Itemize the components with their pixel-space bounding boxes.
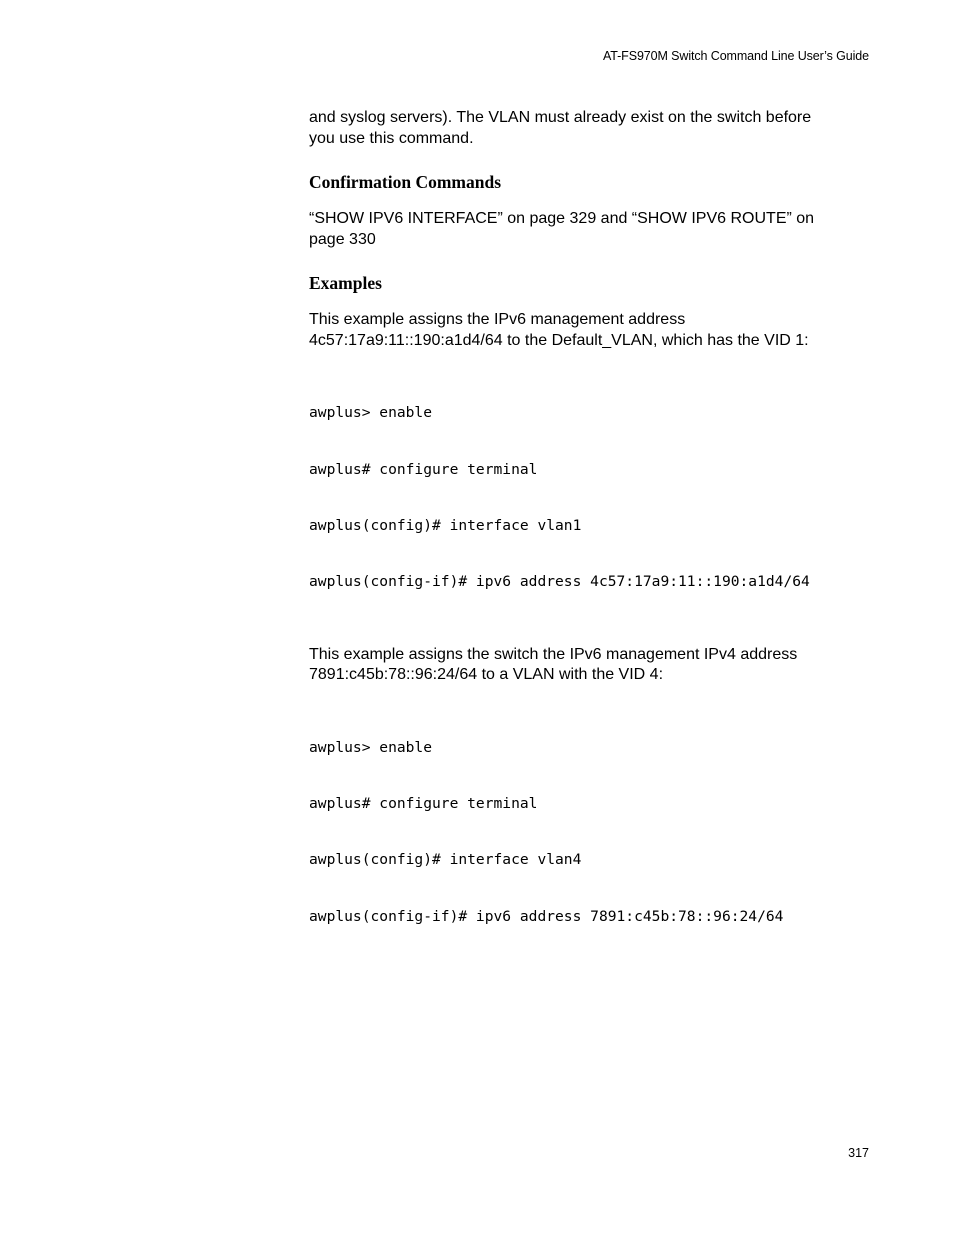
confirmation-commands-text: “SHOW IPV6 INTERFACE” on page 329 and “SHOW IPV6 ROUTE” on page 330 <box>309 210 815 248</box>
example-2-description: This example assigns the switch the IPv6 management IPv4 address 7891:c45b:78::96:24/64 to a VLAN with the VID 4: <box>309 645 798 684</box>
intro-paragraph: and syslog servers). The VLAN must already exist on the switch before you use this command. <box>309 109 812 147</box>
example-1-code-block <box>309 367 869 629</box>
running-header: AT-FS970M Switch Command Line User’s Guide <box>602 49 869 63</box>
code-line: awplus# configure terminal <box>309 795 538 813</box>
code-line: awplus> enable <box>309 404 433 422</box>
examples-heading: Examples <box>309 273 382 293</box>
code-line: awplus(config)# interface vlan1 <box>309 516 582 534</box>
example-1-description: This example assigns the IPv6 management address 4c57:17a9:11::190:a1d4/64 to the Default_VLAN, which has the VID 1: <box>309 311 809 349</box>
code-line: awplus# configure terminal <box>309 460 538 478</box>
code-line: awplus(config-if)# ipv6 address 7891:c45b:78::96:24/64 <box>309 907 784 925</box>
example-2-code-block <box>309 702 869 964</box>
page-number: 317 <box>848 1146 869 1160</box>
code-line: awplus(config)# interface vlan4 <box>309 851 582 869</box>
page-content <box>309 108 869 964</box>
code-line: awplus(config-if)# ipv6 address 4c57:17a9:11::190:a1d4/64 <box>309 572 810 590</box>
confirmation-commands-heading: Confirmation Commands <box>309 172 502 192</box>
code-line: awplus> enable <box>309 739 433 757</box>
